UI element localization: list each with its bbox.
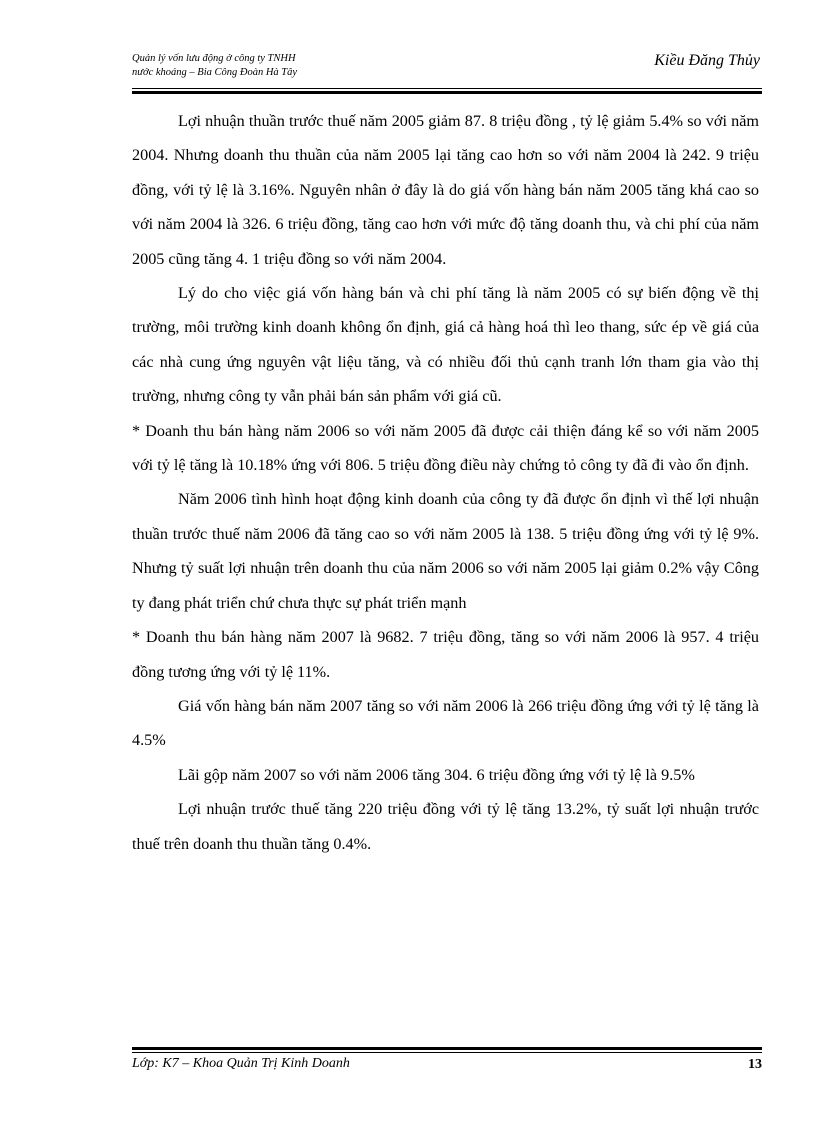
header-document-title bbox=[132, 52, 297, 80]
paragraph: Lý do cho việc giá vốn hàng bán và chi phí tăng là năm 2005 có sự biến động về thị trường, môi trường kinh doanh không ổn định, giá cả hàng hoá thì leo thang, sức ép về giá của các nhà cung ứng nguyên vật liệu tăng, và có nhiều đối thủ cạnh tranh lớn tham gia vào thị trường, nhưng công ty vẫn phải bán sản phẩm với giá cũ. bbox=[132, 284, 759, 406]
footer-rule-thin bbox=[132, 1052, 762, 1053]
page-number: 13 bbox=[748, 1057, 762, 1072]
header-rule-thin bbox=[132, 88, 762, 89]
paragraph: Năm 2006 tình hình hoạt động kinh doanh của công ty đã được ổn định vì thế lợi nhuận thuần trước thuế năm 2006 đã tăng cao so với năm 2005 là 138. 5 triệu đồng ứng với tỷ lệ 9%. Nhưng tỷ suất lợi nhuận trên doanh thu của năm 2006 so với năm 2005 lại giảm 0.2% vậy Công ty đang phát triển chứ chưa thực sự phát triển mạnh bbox=[132, 490, 759, 612]
footer-rule-thick bbox=[132, 1047, 762, 1050]
header-title-line-1: Quản lý vốn lưu động ở công ty TNHH bbox=[132, 53, 296, 64]
paragraph: * Doanh thu bán hàng năm 2006 so với năm 2005 đã được cải thiện đáng kể so với năm 2005 với tỷ lệ tăng là 10.18% ứng với 806. 5 triệu đồng điều này chứng tỏ công ty đã đi vào ổn định. bbox=[132, 421, 759, 475]
paragraph: Lãi gộp năm 2007 so với năm 2006 tăng 304. 6 triệu đồng ứng với tỷ lệ là 9.5% bbox=[178, 765, 695, 784]
paragraph: * Doanh thu bán hàng năm 2007 là 9682. 7 triệu đồng, tăng so với năm 2006 là 957. 4 triệu đồng tương ứng với tỷ lệ 11%. bbox=[132, 628, 759, 681]
header-author: Kiều Đăng Thủy bbox=[654, 52, 760, 69]
page-header bbox=[132, 52, 760, 92]
paragraph: Lợi nhuận thuần trước thuế năm 2005 giảm 87. 8 triệu đồng , tỷ lệ giảm 5.4% so với năm 2004. Nhưng doanh thu thuần của năm 2005 lại tăng cao hơn so với năm 2004 là 242. 9 triệu đồng, với tỷ lệ là 3.16%. Nguyên nhân ở đây là do giá vốn hàng bán năm 2005 tăng khá cao so với năm 2004 là 326. 6 triệu đồng, tăng cao hơn với mức độ tăng doanh thu, và chi phí của năm 2005 cũng tăng 4. 1 triệu đồng so với năm 2004. bbox=[132, 112, 759, 268]
header-rule-thick bbox=[132, 91, 762, 94]
header-title-line-2: nước khoáng – Bia Công Đoàn Hà Tây bbox=[132, 67, 298, 78]
page-body bbox=[132, 104, 759, 861]
footer-class-info: Lớp: K7 – Khoa Quản Trị Kinh Doanh bbox=[132, 1056, 350, 1071]
paragraph: Lợi nhuận trước thuế tăng 220 triệu đồng với tỷ lệ tăng 13.2%, tỷ suất lợi nhuận trước thuế trên doanh thu thuần tăng 0.4%. bbox=[132, 800, 759, 853]
paragraph: Giá vốn hàng bán năm 2007 tăng so với năm 2006 là 266 triệu đồng ứng với tỷ lệ tăng là 4.5% bbox=[132, 696, 759, 750]
